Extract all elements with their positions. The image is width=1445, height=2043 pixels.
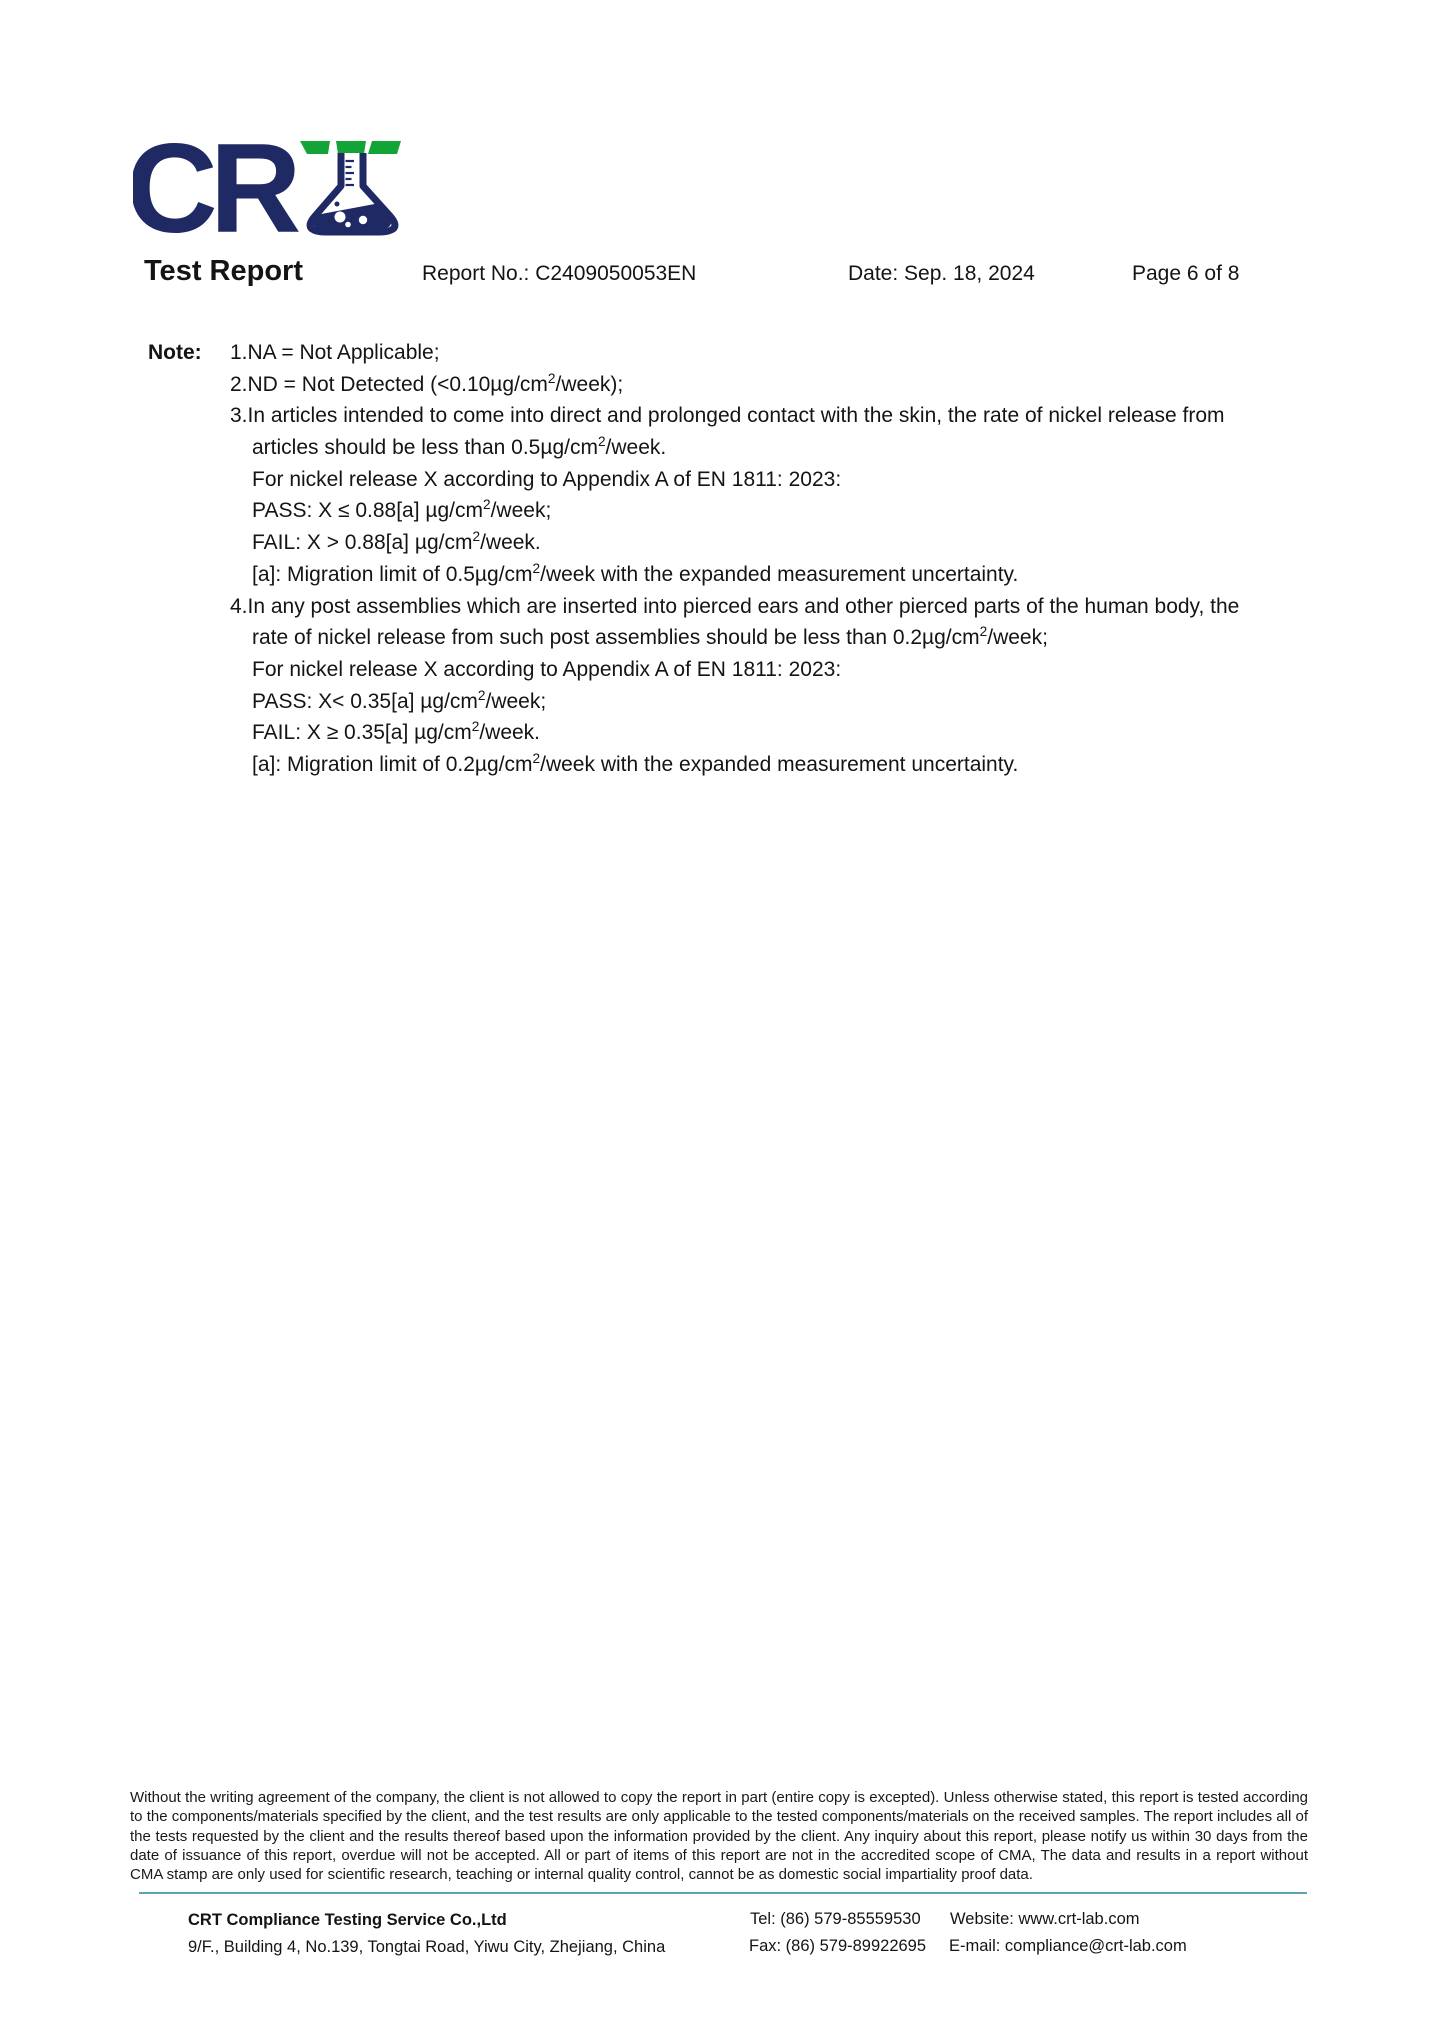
note-line: For nickel release X according to Appendix A of EN 1811: 2023: <box>252 657 842 681</box>
crt-logo <box>133 136 405 236</box>
notes-section <box>230 337 1239 781</box>
note-line: rate of nickel release from such post assemblies should be less than $0.2\mu g/cm^2$/week; <box>252 624 1048 650</box>
note-line: FAIL: X ≥ 0.35[a] $\mu g/cm^2$/week. <box>252 719 541 745</box>
note-line: FAIL: X > 0.88[a] $\mu g/cm^2$/week. <box>252 529 541 555</box>
note-line: PASS: X< 0.35[a] $\mu g/cm^2$/week; <box>252 687 547 713</box>
company-tel: Tel: (86) 579-85559530 <box>750 1910 921 1928</box>
company-fax: Fax: (86) 579-89922695 <box>749 1937 927 1955</box>
note-line: [a]: Migration limit of $0.5\mu g/cm^2$/week with the expanded measurement uncertainty. <box>252 560 1019 586</box>
note-label: Note: <box>148 341 202 364</box>
report-date: Date: Sep. 18, 2024 <box>848 262 1035 285</box>
crt-logo-graphic <box>133 136 405 236</box>
note-line: PASS: X ≤ 0.88[a] $\mu g/cm^2$/week; <box>252 497 552 523</box>
note-line: 2.ND = Not Detected $(<0.10\mu g/cm^2/week)$; <box>230 370 624 396</box>
note-line: 3.In articles intended to come into direct and prolonged contact with the skin, the rate of nickel release from <box>230 404 1225 428</box>
note-line: For nickel release X according to Appendix A of EN 1811: 2023: <box>252 467 842 491</box>
disclaimer-text: Without the writing agreement of the company, the client is not allowed to copy the report in part (entire copy is excepted). Unless otherwise stated, this report is tested according to the components/materials specified by the client, and the test results are only applicable to the tested components/materials on the received samples. The report includes all of the tests requested by the client and the results thereof based upon the information provided by the client. Any inquiry about this report, please notify us within 30 days from the date of issuance of this report, overdue will not be accepted. All or part of items of this report are not in the accredited scope of CMA, The data and results in a report without CMA stamp are only used for scientific research, teaching or internal quality control, cannot be as domestic social impartiality proof data. <box>130 1789 1308 1884</box>
report-number: Report No.: C2409050053EN <box>422 262 697 285</box>
page-title: Test Report <box>144 255 303 287</box>
logo-green-bar <box>300 141 401 154</box>
company-website: Website: www.crt-lab.com <box>950 1910 1140 1928</box>
note-line: articles should be less than $0.5\mu g/cm^2$/week. <box>252 434 667 460</box>
note-line: 4.In any post assemblies which are inserted into pierced ears and other pierced parts of the human body, the <box>230 594 1240 618</box>
company-address: 9/F., Building 4, No.139, Tongtai Road, Yiwu City, Zhejiang, China <box>188 1938 666 1956</box>
company-email: E-mail: compliance@crt-lab.com <box>949 1937 1187 1955</box>
page-indicator: Page 6 of 8 <box>1132 262 1240 285</box>
footer-divider <box>139 1892 1307 1894</box>
note-line: [a]: Migration limit of $0.2\mu g/cm^2$/week with the expanded measurement uncertainty. <box>252 750 1019 776</box>
flask-icon <box>310 153 395 232</box>
company-name: CRT Compliance Testing Service Co.,Ltd <box>188 1911 507 1929</box>
logo-letters: CR <box>133 136 294 236</box>
note-line: 1.NA = Not Applicable; <box>230 341 440 364</box>
